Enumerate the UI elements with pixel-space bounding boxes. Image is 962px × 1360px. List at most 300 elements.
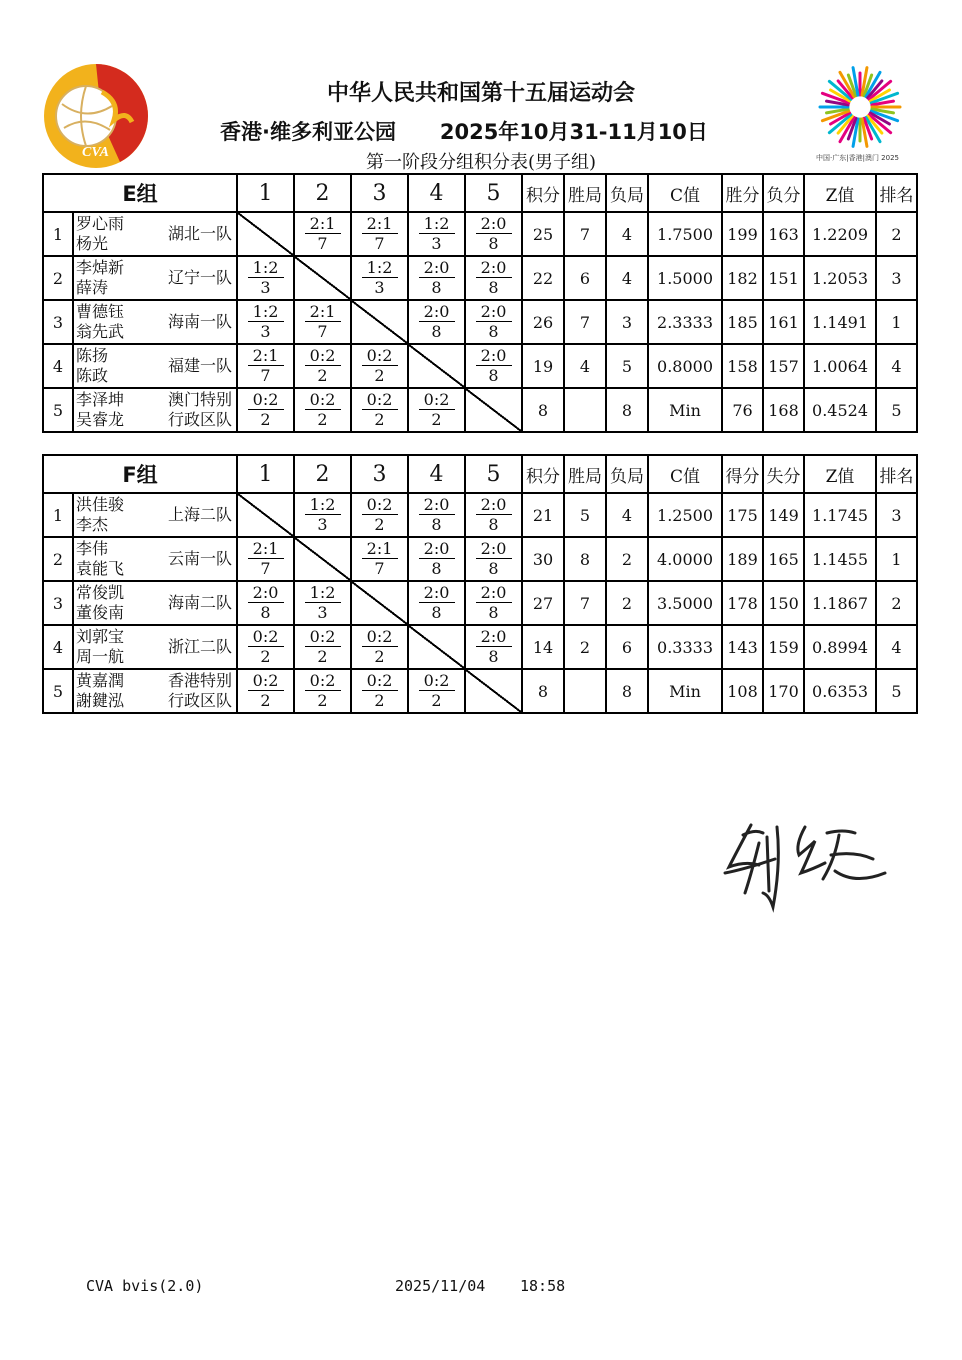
match-result bbox=[351, 388, 408, 432]
total-points: 22 bbox=[522, 256, 564, 300]
match-score: 0:2 bbox=[305, 671, 341, 691]
players bbox=[76, 302, 124, 342]
points-lost: 161 bbox=[763, 300, 804, 344]
team-cell bbox=[73, 300, 237, 344]
team-cell bbox=[73, 669, 237, 713]
match-result bbox=[237, 625, 294, 669]
column-header: 1 bbox=[237, 174, 294, 212]
player-name: 周一航 bbox=[76, 647, 125, 666]
team-name-line: 行政区队 bbox=[168, 691, 233, 710]
z-value: 0.8994 bbox=[804, 625, 876, 669]
match-score: 0:2 bbox=[305, 627, 341, 647]
group-label: F组 bbox=[43, 455, 237, 493]
column-header: 负局 bbox=[606, 455, 648, 493]
player-name: 罗心雨 bbox=[76, 214, 125, 233]
footer-time: 18:58 bbox=[520, 1277, 566, 1295]
sets-lost: 5 bbox=[606, 344, 648, 388]
points-lost: 150 bbox=[763, 581, 804, 625]
match-result bbox=[408, 669, 465, 713]
rank: 5 bbox=[876, 669, 917, 713]
team-row bbox=[43, 212, 917, 256]
column-header: 负局 bbox=[606, 174, 648, 212]
match-score: 2:0 bbox=[476, 346, 512, 366]
match-score: 2:1 bbox=[248, 539, 284, 559]
self-match-cell bbox=[408, 625, 465, 669]
match-score: 0:2 bbox=[248, 671, 284, 691]
z-value: 1.1867 bbox=[804, 581, 876, 625]
team-name-line: 海南二队 bbox=[168, 593, 233, 612]
referee-signature bbox=[715, 815, 890, 915]
total-points: 26 bbox=[522, 300, 564, 344]
player-name: 董俊南 bbox=[76, 603, 125, 622]
match-result bbox=[465, 581, 522, 625]
match-points: 3 bbox=[260, 322, 271, 341]
c-value: 4.0000 bbox=[648, 537, 722, 581]
points-lost: 170 bbox=[763, 669, 804, 713]
c-value: 1.7500 bbox=[648, 212, 722, 256]
players bbox=[76, 583, 124, 623]
team-cell bbox=[73, 493, 237, 537]
team-name-line: 澳门特别 bbox=[168, 390, 233, 409]
match-points: 3 bbox=[317, 515, 328, 534]
svg-text:CVA: CVA bbox=[82, 145, 109, 160]
column-header: 积分 bbox=[522, 174, 564, 212]
team-name bbox=[168, 538, 232, 580]
players bbox=[76, 214, 124, 254]
match-points: 8 bbox=[488, 322, 499, 341]
match-result bbox=[237, 669, 294, 713]
column-header: 5 bbox=[465, 174, 522, 212]
team-row bbox=[43, 625, 917, 669]
row-number: 5 bbox=[43, 669, 73, 713]
team-row bbox=[43, 256, 917, 300]
team-name bbox=[168, 389, 232, 431]
player-name: 薛涛 bbox=[76, 278, 109, 297]
points-won: 189 bbox=[722, 537, 763, 581]
match-result bbox=[351, 625, 408, 669]
team-cell bbox=[73, 388, 237, 432]
match-points: 7 bbox=[374, 559, 385, 578]
match-score: 2:0 bbox=[476, 214, 512, 234]
column-header: 负分 bbox=[763, 174, 804, 212]
team-name-line: 湖北一队 bbox=[168, 224, 233, 243]
group-e-table bbox=[42, 173, 918, 433]
z-value: 1.2053 bbox=[804, 256, 876, 300]
team-name-line: 海南一队 bbox=[168, 312, 233, 331]
total-points: 30 bbox=[522, 537, 564, 581]
match-points: 7 bbox=[317, 322, 328, 341]
match-points: 2 bbox=[431, 691, 442, 710]
row-number: 3 bbox=[43, 581, 73, 625]
player-name: 刘郭宝 bbox=[76, 627, 125, 646]
points-lost: 159 bbox=[763, 625, 804, 669]
team-name bbox=[168, 345, 232, 387]
match-points: 2 bbox=[374, 647, 385, 666]
event-title: 中华人民共和国第十五届运动会 bbox=[326, 81, 635, 106]
player-name: 曹德钰 bbox=[76, 302, 125, 321]
match-points: 7 bbox=[260, 559, 271, 578]
table-header-row bbox=[43, 455, 917, 493]
dates: 2025年10月31-11月10日 bbox=[439, 120, 708, 144]
match-points: 8 bbox=[431, 278, 442, 297]
match-result bbox=[237, 256, 294, 300]
footer-software: CVA bvis(2.0) bbox=[86, 1277, 204, 1295]
match-points: 2 bbox=[374, 515, 385, 534]
match-result bbox=[294, 212, 351, 256]
self-match-cell bbox=[465, 669, 522, 713]
row-number: 3 bbox=[43, 300, 73, 344]
player-name: 翁先武 bbox=[76, 322, 125, 341]
total-points: 8 bbox=[522, 669, 564, 713]
team-name bbox=[168, 301, 232, 343]
match-score: 2:0 bbox=[476, 583, 512, 603]
player-name: 謝鍵泓 bbox=[76, 691, 125, 710]
match-result bbox=[294, 300, 351, 344]
match-result bbox=[351, 212, 408, 256]
points-lost: 151 bbox=[763, 256, 804, 300]
c-value: Min bbox=[648, 669, 722, 713]
points-won: 108 bbox=[722, 669, 763, 713]
sets-won bbox=[564, 388, 606, 432]
match-points: 8 bbox=[431, 559, 442, 578]
match-points: 8 bbox=[431, 603, 442, 622]
match-score: 2:1 bbox=[362, 539, 398, 559]
sets-lost: 6 bbox=[606, 625, 648, 669]
self-match-cell bbox=[237, 212, 294, 256]
table-subtitle: 第一阶段分组积分表(男子组) bbox=[365, 152, 597, 173]
match-points: 8 bbox=[431, 515, 442, 534]
match-result bbox=[237, 388, 294, 432]
sets-lost: 2 bbox=[606, 581, 648, 625]
sets-won: 7 bbox=[564, 212, 606, 256]
players bbox=[76, 346, 108, 386]
match-score: 0:2 bbox=[305, 390, 341, 410]
players bbox=[76, 390, 124, 430]
total-points: 19 bbox=[522, 344, 564, 388]
match-score: 2:0 bbox=[248, 583, 284, 603]
player-name: 陈政 bbox=[76, 366, 109, 385]
player-name: 常俊凯 bbox=[76, 583, 125, 602]
match-points: 2 bbox=[431, 410, 442, 429]
team-row bbox=[43, 537, 917, 581]
team-name-line: 辽宁一队 bbox=[168, 268, 233, 287]
match-result bbox=[408, 300, 465, 344]
match-points: 2 bbox=[317, 647, 328, 666]
rank: 2 bbox=[876, 581, 917, 625]
rank: 4 bbox=[876, 625, 917, 669]
match-score: 2:0 bbox=[476, 627, 512, 647]
match-result bbox=[294, 581, 351, 625]
match-points: 8 bbox=[488, 366, 499, 385]
player-name: 陈扬 bbox=[76, 346, 109, 365]
team-name-line: 云南一队 bbox=[168, 549, 233, 568]
column-header: 积分 bbox=[522, 455, 564, 493]
match-result bbox=[237, 537, 294, 581]
match-points: 2 bbox=[317, 366, 328, 385]
match-score: 1:2 bbox=[305, 583, 341, 603]
match-score: 1:2 bbox=[362, 258, 398, 278]
row-number: 5 bbox=[43, 388, 73, 432]
row-number: 4 bbox=[43, 344, 73, 388]
team-cell bbox=[73, 256, 237, 300]
match-points: 2 bbox=[260, 691, 271, 710]
match-score: 2:0 bbox=[476, 302, 512, 322]
column-header: 3 bbox=[351, 174, 408, 212]
z-value: 0.6353 bbox=[804, 669, 876, 713]
row-number: 2 bbox=[43, 537, 73, 581]
match-result bbox=[465, 212, 522, 256]
sets-won: 5 bbox=[564, 493, 606, 537]
match-result bbox=[465, 537, 522, 581]
team-row bbox=[43, 344, 917, 388]
match-result bbox=[408, 256, 465, 300]
c-value: 1.2500 bbox=[648, 493, 722, 537]
match-result bbox=[465, 344, 522, 388]
match-points: 2 bbox=[374, 691, 385, 710]
match-score: 0:2 bbox=[419, 390, 455, 410]
self-match-cell bbox=[351, 300, 408, 344]
match-score: 0:2 bbox=[248, 627, 284, 647]
sets-lost: 2 bbox=[606, 537, 648, 581]
sets-lost: 4 bbox=[606, 493, 648, 537]
rank: 2 bbox=[876, 212, 917, 256]
match-points: 8 bbox=[488, 234, 499, 253]
match-score: 0:2 bbox=[362, 390, 398, 410]
match-result bbox=[408, 388, 465, 432]
match-result bbox=[294, 625, 351, 669]
total-points: 27 bbox=[522, 581, 564, 625]
match-result bbox=[294, 669, 351, 713]
match-score: 1:2 bbox=[419, 214, 455, 234]
team-name bbox=[168, 257, 232, 299]
rank: 5 bbox=[876, 388, 917, 432]
total-points: 25 bbox=[522, 212, 564, 256]
column-header: 排名 bbox=[876, 174, 917, 212]
players bbox=[76, 258, 124, 298]
match-score: 1:2 bbox=[248, 258, 284, 278]
self-match-cell bbox=[465, 388, 522, 432]
team-name-line: 上海二队 bbox=[168, 505, 233, 524]
match-points: 2 bbox=[374, 366, 385, 385]
team-name bbox=[168, 670, 232, 712]
match-result bbox=[237, 300, 294, 344]
match-result bbox=[351, 344, 408, 388]
total-points: 8 bbox=[522, 388, 564, 432]
match-points: 8 bbox=[488, 603, 499, 622]
match-points: 8 bbox=[488, 278, 499, 297]
sets-lost: 4 bbox=[606, 212, 648, 256]
match-score: 2:1 bbox=[305, 302, 341, 322]
row-number: 4 bbox=[43, 625, 73, 669]
column-header: 3 bbox=[351, 455, 408, 493]
points-lost: 157 bbox=[763, 344, 804, 388]
match-result bbox=[294, 493, 351, 537]
team-row bbox=[43, 669, 917, 713]
group-f-table bbox=[42, 454, 918, 714]
column-header: 1 bbox=[237, 455, 294, 493]
player-name: 李焯新 bbox=[76, 258, 125, 277]
self-match-cell bbox=[408, 344, 465, 388]
rank: 1 bbox=[876, 537, 917, 581]
sets-lost: 8 bbox=[606, 388, 648, 432]
points-lost: 165 bbox=[763, 537, 804, 581]
match-result bbox=[351, 537, 408, 581]
points-lost: 149 bbox=[763, 493, 804, 537]
c-value: 1.5000 bbox=[648, 256, 722, 300]
svg-text:中国·广东|香港|澳门 2025: 中国·广东|香港|澳门 2025 bbox=[816, 154, 899, 162]
sets-won: 2 bbox=[564, 625, 606, 669]
total-points: 21 bbox=[522, 493, 564, 537]
column-header: Z值 bbox=[804, 455, 876, 493]
player-name: 李伟 bbox=[76, 539, 109, 558]
player-name: 吴睿龙 bbox=[76, 410, 125, 429]
player-name: 洪佳骏 bbox=[76, 495, 125, 514]
rank: 1 bbox=[876, 300, 917, 344]
z-value: 1.1455 bbox=[804, 537, 876, 581]
points-won: 143 bbox=[722, 625, 763, 669]
team-name-line: 浙江二队 bbox=[168, 637, 233, 656]
rank: 3 bbox=[876, 493, 917, 537]
points-won: 76 bbox=[722, 388, 763, 432]
match-result bbox=[408, 537, 465, 581]
c-value: 2.3333 bbox=[648, 300, 722, 344]
match-result bbox=[465, 493, 522, 537]
match-score: 0:2 bbox=[362, 346, 398, 366]
match-result bbox=[294, 388, 351, 432]
rank: 3 bbox=[876, 256, 917, 300]
group-label: E组 bbox=[43, 174, 237, 212]
match-points: 3 bbox=[431, 234, 442, 253]
column-header: 得分 bbox=[722, 455, 763, 493]
team-name-line: 香港特别 bbox=[168, 671, 233, 690]
c-value: 0.3333 bbox=[648, 625, 722, 669]
rank: 4 bbox=[876, 344, 917, 388]
players bbox=[76, 495, 124, 535]
c-value: 3.5000 bbox=[648, 581, 722, 625]
column-header: 胜局 bbox=[564, 455, 606, 493]
team-name bbox=[168, 582, 232, 624]
player-name: 杨光 bbox=[76, 234, 109, 253]
column-header: 4 bbox=[408, 174, 465, 212]
match-score: 2:1 bbox=[362, 214, 398, 234]
z-value: 1.1491 bbox=[804, 300, 876, 344]
sets-won: 6 bbox=[564, 256, 606, 300]
column-header: C值 bbox=[648, 174, 722, 212]
team-name-line: 行政区队 bbox=[168, 410, 233, 429]
z-value: 1.1745 bbox=[804, 493, 876, 537]
match-score: 2:0 bbox=[476, 495, 512, 515]
match-points: 8 bbox=[488, 647, 499, 666]
team-name bbox=[168, 626, 232, 668]
match-score: 0:2 bbox=[248, 390, 284, 410]
team-name-line: 福建一队 bbox=[168, 356, 233, 375]
team-name bbox=[168, 213, 232, 255]
points-won: 185 bbox=[722, 300, 763, 344]
venue: 香港·维多利亚公园 bbox=[220, 120, 396, 144]
match-points: 2 bbox=[317, 410, 328, 429]
match-result bbox=[237, 581, 294, 625]
match-points: 8 bbox=[488, 559, 499, 578]
team-cell bbox=[73, 581, 237, 625]
team-cell bbox=[73, 344, 237, 388]
match-result bbox=[237, 344, 294, 388]
match-points: 2 bbox=[260, 410, 271, 429]
match-score: 0:2 bbox=[305, 346, 341, 366]
sets-won: 7 bbox=[564, 581, 606, 625]
match-points: 8 bbox=[488, 515, 499, 534]
match-points: 2 bbox=[260, 647, 271, 666]
match-score: 2:0 bbox=[476, 258, 512, 278]
points-won: 199 bbox=[722, 212, 763, 256]
sets-won bbox=[564, 669, 606, 713]
sets-won: 8 bbox=[564, 537, 606, 581]
venue-dates bbox=[220, 116, 708, 146]
self-match-cell bbox=[294, 256, 351, 300]
points-won: 178 bbox=[722, 581, 763, 625]
sets-won: 4 bbox=[564, 344, 606, 388]
match-score: 2:0 bbox=[419, 258, 455, 278]
team-name bbox=[168, 494, 232, 536]
c-value: 0.8000 bbox=[648, 344, 722, 388]
team-row bbox=[43, 388, 917, 432]
match-score: 2:1 bbox=[248, 346, 284, 366]
match-points: 8 bbox=[431, 322, 442, 341]
column-header: C值 bbox=[648, 455, 722, 493]
match-result bbox=[408, 493, 465, 537]
total-points: 14 bbox=[522, 625, 564, 669]
match-score: 2:0 bbox=[419, 495, 455, 515]
match-result bbox=[465, 300, 522, 344]
z-value: 1.0064 bbox=[804, 344, 876, 388]
match-score: 0:2 bbox=[362, 671, 398, 691]
player-name: 袁能飞 bbox=[76, 559, 125, 578]
points-lost: 168 bbox=[763, 388, 804, 432]
match-points: 7 bbox=[317, 234, 328, 253]
self-match-cell bbox=[294, 537, 351, 581]
c-value: Min bbox=[648, 388, 722, 432]
match-points: 7 bbox=[374, 234, 385, 253]
z-value: 0.4524 bbox=[804, 388, 876, 432]
column-header: 胜局 bbox=[564, 174, 606, 212]
column-header: 5 bbox=[465, 455, 522, 493]
match-result bbox=[465, 625, 522, 669]
z-value: 1.2209 bbox=[804, 212, 876, 256]
row-number: 1 bbox=[43, 493, 73, 537]
points-won: 182 bbox=[722, 256, 763, 300]
player-name: 黄嘉潤 bbox=[76, 671, 125, 690]
footer-date: 2025/11/04 bbox=[395, 1277, 486, 1295]
players bbox=[76, 627, 124, 667]
row-number: 2 bbox=[43, 256, 73, 300]
match-result bbox=[294, 344, 351, 388]
match-points: 2 bbox=[374, 410, 385, 429]
match-result bbox=[465, 256, 522, 300]
self-match-cell bbox=[351, 581, 408, 625]
row-number: 1 bbox=[43, 212, 73, 256]
match-score: 0:2 bbox=[362, 495, 398, 515]
match-score: 1:2 bbox=[305, 495, 341, 515]
match-points: 7 bbox=[260, 366, 271, 385]
match-points: 3 bbox=[317, 603, 328, 622]
match-score: 2:1 bbox=[305, 214, 341, 234]
team-cell bbox=[73, 625, 237, 669]
column-header: 2 bbox=[294, 455, 351, 493]
column-header: 4 bbox=[408, 455, 465, 493]
players bbox=[76, 539, 124, 579]
match-score: 2:0 bbox=[419, 583, 455, 603]
points-won: 175 bbox=[722, 493, 763, 537]
team-cell bbox=[73, 537, 237, 581]
